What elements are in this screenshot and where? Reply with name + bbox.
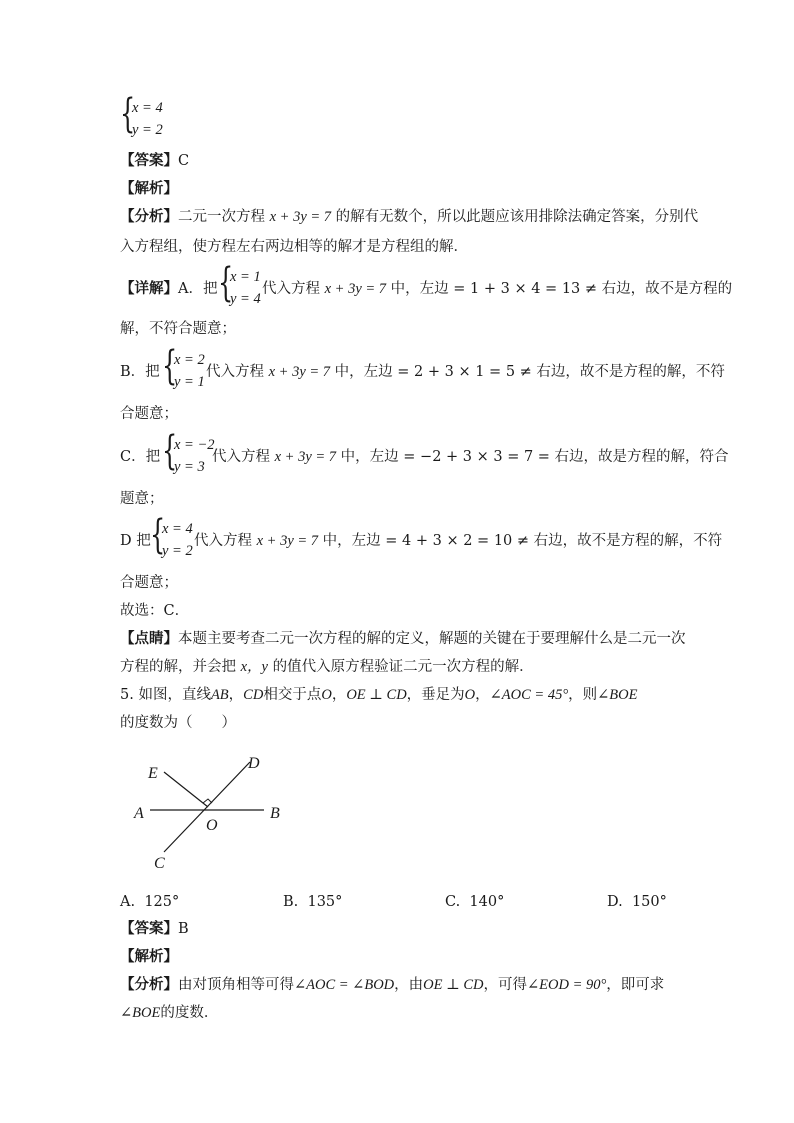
- answer-line-2: 【答案】B: [120, 920, 189, 937]
- detail-c-rest: 代入方程 x + 3y = 7 中，左边 = −2 + 3 × 3 = 7 = 右边，故是方程的解，符合: [212, 449, 729, 465]
- option-b: B. 135°: [283, 894, 343, 910]
- jiexi-heading-2: 【解析】: [120, 948, 178, 965]
- ray-oe: [164, 772, 208, 807]
- option-d: D. 150°: [607, 894, 667, 910]
- fenxi-line-2: 入方程组，使方程左右两边相等的解才是方程组的解．: [120, 239, 468, 255]
- document-page: { x = 4 y = 2 【答案】C 【解析】 【分析】二元一次方程 x + 3y = 7 的解有无数个，所以此题应该用排除法确定答案，分别代 入方程组，使方程左右两边相等的解才是方程组的解． 【详解】A．把 { x = 1 y = 4 代入方程 x + 3y = 7 中，左边 = 1 + 3 × 4 = 13 ≠ 右边，故不是方程的 解，不符合题意； B．把 { x = 2 y = 1 代入方程 x + 3y = 7 中，左边 = 2 + 3 × 1 = 5 ≠ 右边，故不是方程的解，不符 合题意； C．把 { x = −2 y = 3 代入方程 x + 3y = 7 中，左边 = −2 + 3 × 3 = 7 = 右边，故是方程的解，符合 题意； D 把 { x = 4 y = 2 代入方程 x + 3y = 7 中，左边 = 4 + 3 × 2 = 10 ≠ 右边，故不是方程的解，不符 合题意； 故选：C． 【点睛】本题主要考查二元一次方程的解的定义，解题的关键在于要理解什么是二元一次 方程的解，并会把 x，y 的值代入原方程验证二元一次方程的解． 5. 如图，直线AB，CD相交于点O，OE ⊥ CD，垂足为O，∠AOC = 45°，则∠BOE 的度数为（ ） E D A O B C A. 125° B. 135° C. 140° D. 150° 【答案】B 【解析】 【分析】由对顶角相等可得∠AOC = ∠BOD，由OE ⊥ CD，可得∠EOD = 90°，即可求 ∠BOE的度数．: [0, 0, 794, 1123]
- detail-a-line: 【详解】A．把: [120, 280, 218, 297]
- choose-line-1: 故选：C．: [120, 603, 190, 619]
- question-5-line-2: 的度数为（ ）: [120, 715, 236, 731]
- detail-d-rest: 代入方程 x + 3y = 7 中，左边 = 4 + 3 × 2 = 10 ≠ 右边，故不是方程的解，不符: [194, 533, 723, 549]
- option-a: A. 125°: [120, 894, 180, 910]
- detail-b-line: B．把: [120, 364, 160, 380]
- detail-a-rest: 代入方程 x + 3y = 7 中，左边 = 1 + 3 × 4 = 13 ≠ 右边，故不是方程的: [262, 281, 733, 297]
- detail-a-cont: 解，不符合题意；: [120, 321, 236, 337]
- label-d: D: [248, 755, 260, 772]
- jiexi-heading-1: 【解析】: [120, 180, 178, 197]
- label-e: E: [148, 765, 158, 782]
- option-c: C. 140°: [445, 894, 505, 910]
- label-a: A: [134, 805, 144, 822]
- geometry-figure: [120, 748, 300, 878]
- label-c: C: [154, 855, 165, 872]
- system-row-1: x = 4: [132, 100, 163, 116]
- detail-d-cont: 合题意；: [120, 575, 178, 591]
- label-o: O: [206, 817, 218, 834]
- system-row-2: y = 2: [132, 122, 163, 138]
- answer-line-1: 【答案】C: [120, 152, 190, 169]
- detail-d-line: D 把: [120, 533, 151, 549]
- detail-c-cont: 题意；: [120, 491, 164, 507]
- dianjing-line-2: 方程的解，并会把 x，y 的值代入原方程验证二元一次方程的解．: [120, 659, 534, 675]
- question-5-line-1: 5. 如图，直线AB，CD相交于点O，OE ⊥ CD，垂足为O，∠AOC = 45°，则∠BOE: [120, 687, 638, 703]
- dianjing-line-1: 【点睛】本题主要考查二元一次方程的解的定义，解题的关键在于要理解什么是二元一次: [120, 630, 686, 647]
- detail-b-rest: 代入方程 x + 3y = 7 中，左边 = 2 + 3 × 1 = 5 ≠ 右边，故不是方程的解，不符: [206, 364, 725, 380]
- fenxi-2-line-1: 【分析】由对顶角相等可得∠AOC = ∠BOD，由OE ⊥ CD，可得∠EOD = 90°，即可求: [120, 976, 665, 993]
- line-cd: [164, 762, 250, 852]
- fenxi-2-line-2: ∠BOE的度数．: [120, 1005, 219, 1021]
- detail-b-cont: 合题意；: [120, 406, 178, 422]
- label-b: B: [270, 805, 280, 822]
- fenxi-line-1: 【分析】二元一次方程 x + 3y = 7 的解有无数个，所以此题应该用排除法确定答案，分别代: [120, 208, 699, 225]
- detail-c-line: C．把: [120, 449, 161, 465]
